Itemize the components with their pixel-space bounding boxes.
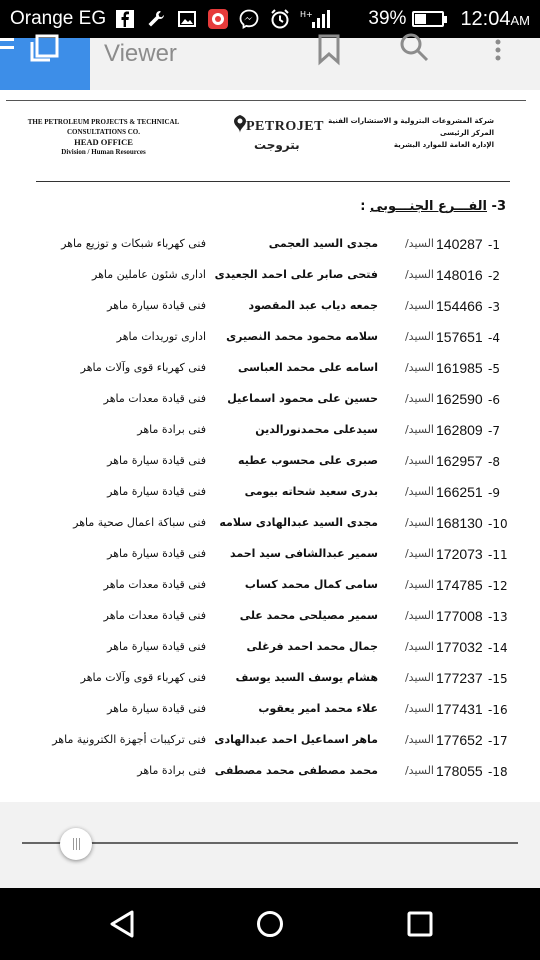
employee-title: السيد/ — [404, 423, 434, 436]
table-row — [6, 329, 526, 351]
row-index: -16 — [488, 703, 508, 717]
back-icon[interactable] — [100, 902, 144, 946]
section-colon: : — [360, 199, 366, 214]
employee-name: سمير عبدالشافى سيد احمد — [229, 547, 378, 560]
row-index: -6 — [488, 393, 500, 407]
employee-name: ماهر اسماعيل احمد عبدالهادى — [214, 733, 378, 746]
table-row — [6, 360, 526, 382]
logo-text: PETROJET — [246, 119, 324, 134]
employee-title: السيد/ — [404, 578, 434, 591]
employee-title: السيد/ — [404, 392, 434, 405]
home-icon[interactable] — [248, 902, 292, 946]
employee-number: 166251 — [436, 484, 483, 500]
system-nav-bar — [0, 888, 540, 960]
section-number: 3- — [491, 199, 506, 214]
row-index: -8 — [488, 455, 500, 469]
employee-title: السيد/ — [404, 454, 434, 467]
table-row — [6, 422, 526, 444]
employee-name: هشام يوسف السيد يوسف — [235, 671, 378, 684]
gallery-icon — [176, 8, 198, 30]
menu-icon[interactable] — [0, 36, 16, 56]
header-company-line2: CONSULTATIONS CO. — [66, 128, 140, 136]
employee-number: 157651 — [436, 329, 483, 345]
toolbar-title: Viewer — [104, 40, 177, 67]
employee-title: السيد/ — [404, 361, 434, 374]
employee-title: السيد/ — [404, 609, 434, 622]
employee-job: فنى قيادة سيارة ماهر — [107, 485, 206, 498]
row-index: -15 — [488, 672, 508, 686]
row-index: -13 — [488, 610, 508, 624]
employee-job: فنى برادة ماهر — [137, 764, 206, 777]
row-index: -7 — [488, 424, 500, 438]
table-row — [6, 298, 526, 320]
employee-number: 177032 — [436, 639, 483, 655]
header-ar-line1: شركة المشروعات البترولية و الاستشارات الفنية — [328, 117, 494, 125]
row-index: -11 — [488, 548, 508, 562]
table-row — [6, 577, 526, 599]
employee-job: فنى قيادة معدات ماهر — [103, 609, 206, 622]
row-index: -12 — [488, 579, 508, 593]
employee-name: فتحى صابر على احمد الجعيدى — [214, 268, 378, 281]
header-divider — [36, 181, 510, 182]
document-page — [6, 100, 526, 800]
page-slider-bar — [0, 802, 540, 888]
employee-title: السيد/ — [404, 268, 434, 281]
employee-job: فنى قيادة سيارة ماهر — [107, 702, 206, 715]
employee-job: فنى كهرباء قوى وآلات ماهر — [80, 361, 206, 374]
header-division: Division / Human Resources — [61, 148, 146, 156]
employee-title: السيد/ — [404, 702, 434, 715]
employee-title: السيد/ — [404, 547, 434, 560]
logo-arabic-text: بتروجت — [254, 138, 300, 152]
table-row — [6, 267, 526, 289]
employee-job: ادارى توريدات ماهر — [116, 330, 206, 343]
table-row — [6, 236, 526, 258]
employee-number: 162809 — [436, 422, 483, 438]
employee-name: مجدى السيد العجمى — [268, 237, 378, 250]
header-ar-line2: المركز الرئيسى — [439, 129, 494, 137]
clock-time: 12:04 — [460, 7, 511, 30]
employee-title: السيد/ — [404, 330, 434, 343]
recents-icon[interactable] — [398, 902, 442, 946]
employee-number: 177431 — [436, 701, 483, 717]
employee-title: السيد/ — [404, 516, 434, 529]
svg-text:H+: H+ — [300, 10, 313, 19]
alarm-icon — [269, 8, 291, 30]
search-icon[interactable] — [398, 32, 428, 62]
employee-job: فنى قيادة سيارة ماهر — [107, 640, 206, 653]
app-toolbar — [0, 38, 540, 90]
employee-name: جمعه دياب عبد المقصود — [248, 299, 378, 312]
employee-name: مجدى السيد عبدالهادى سلامه — [219, 516, 378, 529]
table-row — [6, 639, 526, 661]
battery-percent: 39% — [368, 8, 407, 29]
header-left — [6, 117, 201, 157]
employee-number: 140287 — [436, 236, 483, 252]
employee-number: 177008 — [436, 608, 483, 624]
clock — [460, 8, 530, 31]
table-row — [6, 608, 526, 630]
employee-job: فنى قيادة سيارة ماهر — [107, 299, 206, 312]
row-index: -18 — [488, 765, 508, 779]
employee-title: السيد/ — [404, 671, 434, 684]
employee-name: محمد مصطفى محمد مصطفى — [214, 764, 378, 777]
overflow-icon[interactable] — [488, 38, 508, 68]
employee-title: السيد/ — [404, 640, 434, 653]
employee-number: 162957 — [436, 453, 483, 469]
employee-name: سامى كمال محمد كساب — [244, 578, 378, 591]
section-title: الفـــرع الجنـــوبى — [369, 199, 488, 214]
section-heading — [360, 199, 506, 214]
pages-icon[interactable] — [28, 34, 58, 64]
toolbar-left-panel — [0, 38, 90, 90]
table-row — [6, 515, 526, 537]
wrench-icon — [145, 8, 167, 30]
employee-title: السيد/ — [404, 733, 434, 746]
employee-name: سمير مصيلحى محمد على — [239, 609, 378, 622]
page-slider-thumb[interactable] — [60, 828, 92, 860]
employee-name: سلامه محمود محمد النصيرى — [226, 330, 378, 343]
status-right — [368, 8, 530, 31]
employee-number: 162590 — [436, 391, 483, 407]
employee-job: فنى كهرباء قوى وآلات ماهر — [80, 671, 206, 684]
facebook-icon — [114, 8, 136, 30]
table-row — [6, 391, 526, 413]
employee-number: 178055 — [436, 763, 483, 779]
table-row — [6, 701, 526, 723]
employee-number: 177237 — [436, 670, 483, 686]
employee-title: السيد/ — [404, 764, 434, 777]
battery-fill — [415, 14, 426, 24]
employee-job: فنى قيادة معدات ماهر — [103, 578, 206, 591]
status-bar — [0, 0, 540, 38]
employee-job: فنى كهرباء شبكات و توزيع ماهر — [61, 237, 206, 250]
employee-name: جمال محمد احمد فرغلى — [246, 640, 378, 653]
row-index: -1 — [488, 238, 500, 252]
employee-name: صبرى على محسوب عطيه — [238, 454, 378, 467]
row-index: -9 — [488, 486, 500, 500]
employee-name: سيدعلى محمدنورالدين — [255, 423, 378, 436]
header-head-office: HEAD OFFICE — [74, 137, 133, 147]
employee-job: فنى برادة ماهر — [137, 423, 206, 436]
employee-number: 168130 — [436, 515, 483, 531]
table-row — [6, 732, 526, 754]
page-slider-track[interactable] — [22, 842, 518, 844]
header-company-line1: THE PETROLEUM PROJECTS & TECHNICAL — [27, 118, 180, 126]
table-row — [6, 484, 526, 506]
employee-number: 148016 — [436, 267, 483, 283]
table-row — [6, 763, 526, 785]
employee-job: فنى قيادة سيارة ماهر — [107, 547, 206, 560]
employee-job: فنى قيادة معدات ماهر — [103, 392, 206, 405]
employee-job: فنى تركيبات أجهزة الكترونية ماهر — [52, 733, 206, 746]
app-icon — [207, 8, 229, 30]
row-index: -3 — [488, 300, 500, 314]
clock-suffix: AM — [510, 12, 530, 28]
battery-icon — [412, 11, 444, 27]
employee-name: علاء محمد امير يعقوب — [258, 702, 378, 715]
employee-title: السيد/ — [404, 237, 434, 250]
row-index: -14 — [488, 641, 508, 655]
row-index: -4 — [488, 331, 500, 345]
row-index: -17 — [488, 734, 508, 748]
row-index: -10 — [488, 517, 508, 531]
employee-number: 161985 — [436, 360, 483, 376]
row-index: -5 — [488, 362, 500, 376]
header-right — [314, 115, 494, 151]
employee-title: السيد/ — [404, 299, 434, 312]
page-area[interactable] — [0, 90, 540, 802]
header-ar-line3: الإدارة العامة للموارد البشرية — [393, 141, 494, 149]
employee-number: 172073 — [436, 546, 483, 562]
employee-number: 177652 — [436, 732, 483, 748]
employee-job: فنى سباكة اعمال صحية ماهر — [73, 516, 206, 529]
carrier-name: Orange EG — [10, 8, 107, 29]
messenger-icon — [238, 8, 260, 30]
row-index: -2 — [488, 269, 500, 283]
employee-number: 154466 — [436, 298, 483, 314]
employee-name: اسامه على محمد العباسى — [238, 361, 378, 374]
table-row — [6, 670, 526, 692]
table-row — [6, 453, 526, 475]
employee-name: حسين على محمود اسماعيل — [227, 392, 378, 405]
bookmark-icon[interactable] — [316, 34, 342, 64]
employee-job: فنى قيادة سيارة ماهر — [107, 454, 206, 467]
employee-job: ادارى شئون عاملين ماهر — [92, 268, 206, 281]
employee-number: 174785 — [436, 577, 483, 593]
employee-name: بدرى سعيد شحاته بيومى — [244, 485, 378, 498]
employee-title: السيد/ — [404, 485, 434, 498]
table-row — [6, 546, 526, 568]
signal-icon — [300, 8, 330, 30]
